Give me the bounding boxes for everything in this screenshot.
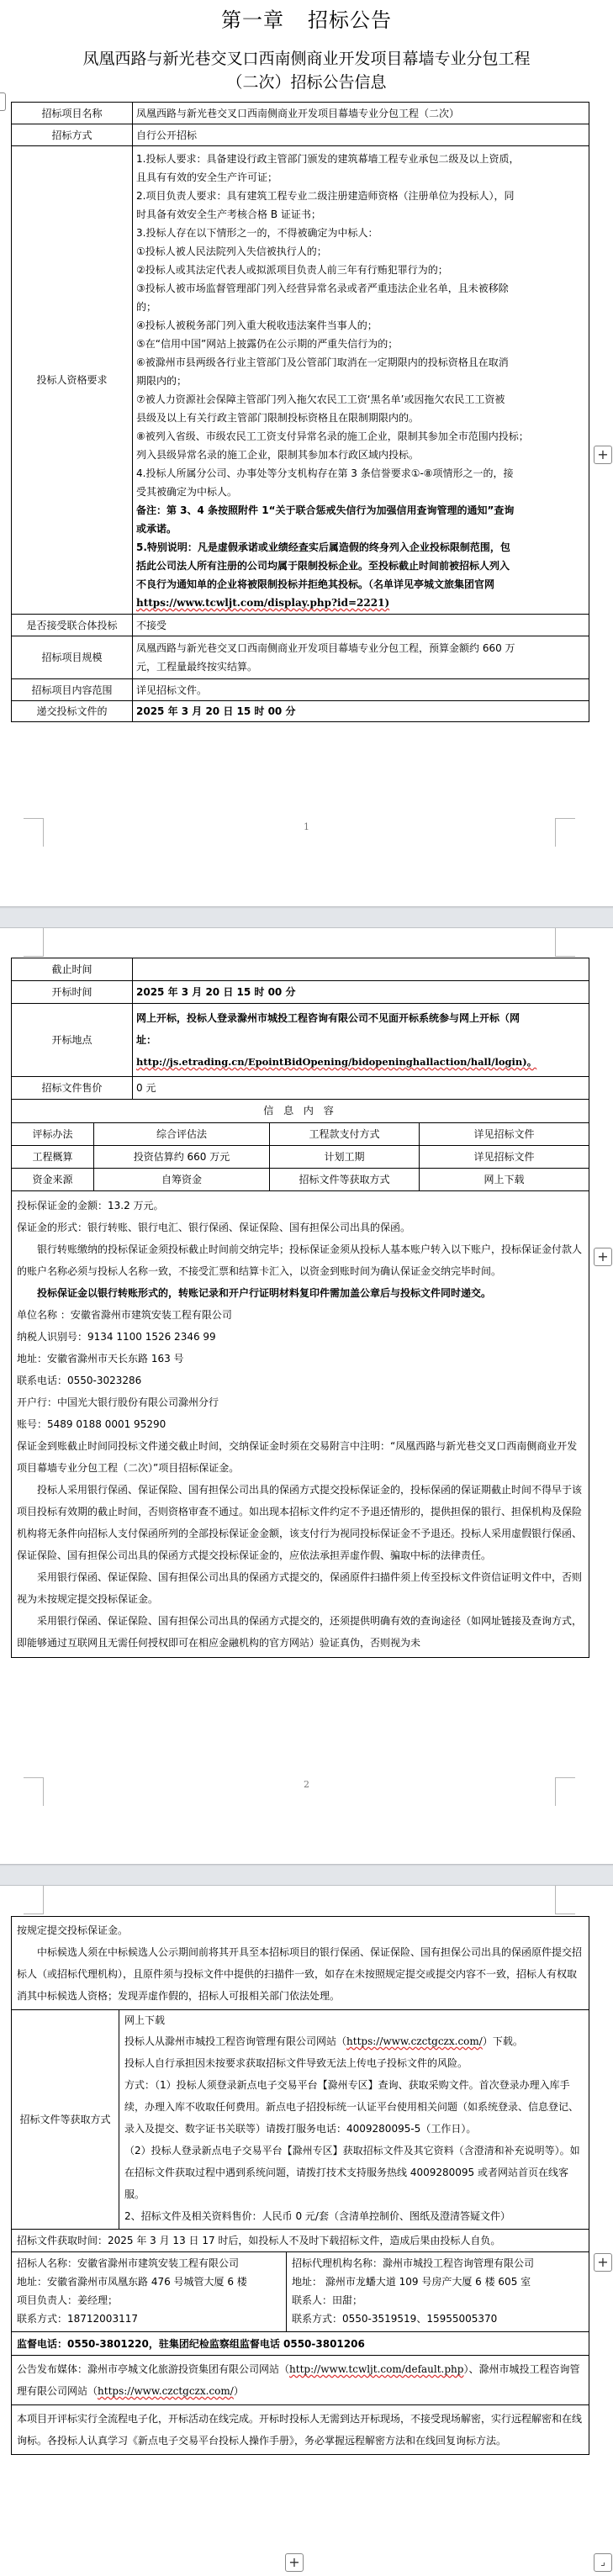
table-row xyxy=(12,615,589,636)
consortium-value: 不接受 xyxy=(133,615,589,636)
deadline-cont-label: 截止时间 xyxy=(12,958,133,981)
project-name-label: 招标项目名称 xyxy=(12,103,133,124)
open-place-line: 网上开标，投标人登录滁州市城投工程咨询有限公司不见面开标系统参与网上开标（网 xyxy=(136,1012,521,1024)
czctgczx-home-link[interactable]: https://www.czctgczx.com/ xyxy=(98,2385,234,2397)
scale-value xyxy=(133,636,589,679)
page-corner-mark xyxy=(24,1886,44,1914)
deposit-transfer-rule: 银行转账缴纳的投标保证金须投标截止时间前交纳完毕；投标保证金须从投标人基本账户转入以下账户，投标保证金付款人的账户名称必须与投标人名称一致，不接受汇票和结算卡汇入，以资金到账时间为确认保证金交纳完毕时间。 xyxy=(17,1243,583,1277)
acquire-risk: 投标人自行承担因未按要求获取招标文件导致无法上传电子投标文件的风险。 xyxy=(124,2057,468,2069)
deposit-phone: 联系电话：0550-3023286 xyxy=(17,1374,142,1386)
page-number: 2 xyxy=(304,1779,309,1790)
table-row xyxy=(12,636,589,679)
info-cell-value: 网上下载 xyxy=(420,1168,589,1190)
page-corner-mark xyxy=(555,1886,575,1914)
method-label: 招标方式 xyxy=(12,124,133,146)
supervision-phone: 监督电话：0550-3801220，驻集团纪检监察组监督电话 0550-3801206 xyxy=(12,2332,589,2356)
deposit-tax-id: 纳税人识别号：9134 1100 1526 2346 99 xyxy=(17,1330,216,1343)
page-corner-mark xyxy=(555,928,575,957)
add-button[interactable]: + xyxy=(594,446,612,464)
info-cell-label: 计划工期 xyxy=(270,1145,420,1168)
notice-table-page2 xyxy=(11,958,589,1100)
qualification-note-line: 或承诺。 xyxy=(136,523,177,535)
bid-opening-link[interactable]: http://js.etrading.cn/EpointBidOpening/bidopeninghallaction/hall/login)。 xyxy=(136,1056,537,1068)
deposit-account: 账号：5489 0188 0001 95290 xyxy=(17,1417,166,1430)
deadline-cont-value xyxy=(133,958,589,981)
info-cell-label: 资金来源 xyxy=(12,1168,94,1190)
open-place-line: 址： xyxy=(136,1034,157,1046)
deposit-amount: 投标保证金的金额：13.2 万元。 xyxy=(17,1199,164,1211)
qualification-line: ⑥被滁州市县两级各行业主管部门及公管部门取消在一定期限内的投标资格且在取消 xyxy=(136,356,509,368)
page-number: 1 xyxy=(304,821,309,832)
left-edge-handle[interactable] xyxy=(0,92,6,111)
acquire-method-2: （2）投标人登录新点电子交易平台【滁州专区】获取招标文件及其它资料（含澄清和补充说明等）。如在招标文件获取过程中遇到系统问题，请拨打技术支持服务热线 4009280095 或者网站首页在线客服。 xyxy=(124,2145,580,2200)
chapter-name: 招标公告 xyxy=(308,8,392,32)
table-row xyxy=(12,2252,589,2332)
table-row xyxy=(12,1077,589,1100)
price-value: 0 元 xyxy=(133,1077,589,1100)
deposit-transfer-note: 投标保证金以银行转账形式的，转账记录和开户行证明材料复印件需加盖公章后与投标文件同时递交。 xyxy=(37,1286,492,1299)
table-row xyxy=(12,2230,589,2252)
add-button[interactable]: + xyxy=(594,1248,612,1266)
chapter-title xyxy=(0,0,613,37)
media-post: ） xyxy=(233,2385,244,2397)
table-row xyxy=(12,981,589,1004)
table-row xyxy=(12,2010,589,2230)
method-value: 自行公开招标 xyxy=(133,124,589,146)
acquire-download: 网上下载 xyxy=(124,2014,166,2026)
open-time-label: 开标时间 xyxy=(12,981,133,1004)
open-place-url-line[interactable] xyxy=(136,1051,585,1073)
deposit-verify-rule: 采用银行保函、保证保险、国有担保公司出具的保函方式提交的，还须提供明确有效的查询途径（如网址链接及查询方式，即能够通过互联网且无需任何授权即可在相应金融机构的官方网站）验证真伪，否则视为未 xyxy=(17,1614,583,1649)
table-row xyxy=(12,1100,589,1122)
page-2 xyxy=(0,928,613,1864)
acquire-method-1: 方式：（1）投标人须登录新点电子交易平台【滁州专区】查询、获取采购文件。首次登录办理入库手续，办理入库不收取任何费用。新点电子招投标统一认证平台使用相关问题（如系统登录、信息登记、录入及提交、数字证书关联等）请拨打服务电话：4009280095-5（工作日）。 xyxy=(124,2079,579,2135)
table-row xyxy=(12,1122,589,1145)
page-separator xyxy=(0,906,613,928)
table-row xyxy=(12,958,589,981)
acquire-time: 招标文件获取时间：2025 年 3 月 13 日 17 时后，如投标人不及时下载招标文件，造成后果由投标人自负。 xyxy=(12,2230,589,2252)
page-separator xyxy=(0,1864,613,1886)
info-cell-value: 自筹资金 xyxy=(94,1168,270,1190)
acquire-site-post: ）下载。 xyxy=(482,2035,523,2047)
page-corner-mark xyxy=(24,928,44,957)
chapter-number: 第一章 xyxy=(221,8,284,32)
scale-label: 招标项目规模 xyxy=(12,636,133,679)
table-row xyxy=(12,1145,589,1168)
qualification-line: ③投标人被市场监督管理部门列入经营异常名录或者严重违法企业名单，且未被移除 xyxy=(136,282,509,294)
info-cell-value: 详见招标文件 xyxy=(420,1122,589,1145)
info-cell-value: 综合评估法 xyxy=(94,1122,270,1145)
acquire-site-pre: 投标人从滁州市城投工程咨询管理有限公司网站（ xyxy=(124,2035,347,2047)
open-place-label: 开标地点 xyxy=(12,1004,133,1077)
qualification-line: ⑦被人力资源社会保障主管部门列入拖欠农民工工资‘黑名单’或因拖欠农民工工资被 xyxy=(136,393,505,405)
czctgczx-link[interactable]: https://www.czctgczx.com/ xyxy=(346,2035,483,2047)
table-row xyxy=(12,146,589,615)
agency-name: 招标代理机构名称：滁州市城投工程咨询管理有限公司 xyxy=(292,2257,535,2269)
project-name-value: 凤凰西路与新光巷交叉口西南侧商业开发项目幕墙专业分包工程（二次） xyxy=(133,103,589,124)
deposit-address: 地址：安徽省滁州市天长东路 163 号 xyxy=(17,1352,184,1365)
tenderer-name: 招标人名称：安徽省滁州市建筑安装工程有限公司 xyxy=(17,2257,240,2269)
table-row xyxy=(12,103,589,124)
open-time-value: 2025 年 3 月 20 日 15 时 00 分 xyxy=(133,981,589,1004)
deadline-label: 递交投标文件的 xyxy=(12,701,133,722)
tenderer-manager: 项目负责人：姜经理； xyxy=(17,2294,119,2306)
agency-contact-person: 联系人：田甜； xyxy=(292,2294,363,2306)
publish-media-text xyxy=(17,2358,584,2402)
table-row xyxy=(12,2356,589,2405)
notice-table-page3 xyxy=(11,1916,589,2455)
special-note-line: 括此公司法人所有注册的公司均属于限制投标企业。至投标截止时间前被招标人列入 xyxy=(136,560,510,572)
special-note-line: 不良行为通知单的企业将被限制投标并拒绝其投标。（名单详见亭城文旅集团官网 xyxy=(136,578,495,590)
notice-title xyxy=(0,47,613,94)
acquire-label: 招标文件等获取方式 xyxy=(12,2010,119,2230)
agency-address: 地址： 滁州市龙蟠大道 109 号房产大厦 6 楼 605 室 xyxy=(292,2276,531,2288)
deposit-guarantee-rule: 投标人采用银行保函、保证保险、国有担保公司出具的保函方式提交投标保证金的，投标保函的保证期截止时间不得早于该项目投标有效期的截止时间，否则资格审查不通过。如出现本招标文件约定不予退还情形的，提供担保的银行、担保机构及保险机构将无条件向招标人支付保函所列的全部投标保证金金额，该支付行为视同投标保证金不予退还。投标人采用虚假银行保函、保证保险、国有担保公司出具的保函方式提交投标保证金的，应依法承担弄虚作假、骗取中标的法律责任。 xyxy=(17,1483,583,1561)
info-cell-label: 评标办法 xyxy=(12,1122,94,1145)
qualification-line: 列入县级异常名录的施工企业，限制其参加本行政区域内投标。 xyxy=(136,449,420,461)
qualification-line: 时具备有效安全生产考核合格 B 证证书； xyxy=(136,209,321,220)
deposit-scan-rule: 采用银行保函、保证保险、国有担保公司出具的保函方式提交的，保函原件扫描件须上传至投标文件资信证明文件中，否则视为未按规定提交投标保证金。 xyxy=(17,1570,583,1605)
scope-label: 招标项目内容范围 xyxy=(12,679,133,701)
info-cell-label: 工程概算 xyxy=(12,1145,94,1168)
publish-media xyxy=(12,2356,589,2405)
qualification-line: 且具有有效的安全生产许可证； xyxy=(136,172,278,183)
special-note-line: 5.特别说明：凡是虚假承诺或业绩经查实后属造假的终身列入企业投标限制范围，包 xyxy=(136,541,510,553)
table-row xyxy=(12,2332,589,2356)
info-table xyxy=(11,1100,589,1658)
qualification-line: 县级及以上有关行政主管部门限制投标资格且在限制期限内的。 xyxy=(136,412,420,424)
table-row xyxy=(12,1917,589,2010)
resize-handle-icon[interactable]: ⌟ xyxy=(594,2553,612,2572)
special-note-url[interactable] xyxy=(136,594,585,612)
info-header: 信 息 内 容 xyxy=(12,1100,589,1122)
notice-table-page1 xyxy=(11,102,589,722)
consortium-label: 是否接受联合体投标 xyxy=(12,615,133,636)
deposit-continued xyxy=(12,1917,589,2010)
qualification-line: ⑤在“信用中国”网站上披露仍在公示期的严重失信行为的； xyxy=(136,338,399,350)
tenderer-contact: 联系方式：18712003117 xyxy=(17,2313,138,2325)
info-cell-label: 招标文件等获取方式 xyxy=(270,1168,420,1190)
qualification-line: 受其被确定为中标人。 xyxy=(136,486,238,498)
media-mid: ）、滁州市城投工程咨询管理有限公司网站（ xyxy=(17,2363,580,2397)
open-place-value xyxy=(133,1004,589,1077)
info-cell-label: 工程款支付方式 xyxy=(270,1122,420,1145)
qualification-line: 2.项目负责人要求：具有建筑工程专业二级注册建造师资格（注册单位为投标人），同 xyxy=(136,190,515,202)
electronic-note xyxy=(12,2405,589,2455)
add-row-button[interactable]: + xyxy=(285,2553,304,2572)
tcwljt-link[interactable]: https://www.tcwljt.com/display.php?id=2221) xyxy=(136,597,390,609)
scope-value: 详见招标文件。 xyxy=(133,679,589,701)
acquire-price-note: 2、招标文件及相关资料售价：人民币 0 元/套（含清单控制价、图纸及澄清答疑文件） xyxy=(124,2210,510,2222)
table-row xyxy=(12,1004,589,1077)
qualification-line: 的； xyxy=(136,301,157,313)
table-row xyxy=(12,2405,589,2455)
deposit-remark: 保证金到账截止时间同投标文件递交截止时间，交纳保证金时须在交易附言中注明：“凤凰西路与新光巷交叉口西南侧商业开发项目幕墙专业分包工程（二次）”项目招标保证金。 xyxy=(17,1439,578,1474)
table-row xyxy=(12,1168,589,1190)
deposit-form: 保证金的形式：银行转账、银行电汇、银行保函、保证保险、国有担保公司出具的保函。 xyxy=(17,1221,411,1233)
add-button[interactable]: + xyxy=(594,2253,612,2272)
qualification-line: 期限内的； xyxy=(136,375,188,387)
scale-line: 元，工程量最终按实结算。 xyxy=(136,661,258,673)
deposit-original-rule: 中标候选人须在中标候选人公示期间前将其开具至本招标项目的银行保函、保证保险、国有担保公司出具的保函原件提交招标人（或招标代理机构），且原件须与投标文件中提供的扫描件一致，如存在未按照规定提交或提交内容不一致，招标人有权取消其中标候选人资格；发现弄虚作假的，招标人可报相关部门依法处理。 xyxy=(17,1946,583,2002)
qualification-line: ①投标人被人民法院列入失信被执行人的； xyxy=(136,245,327,257)
scale-line: 凤凰西路与新光巷交叉口西南侧商业开发项目幕墙专业分包工程，预算金额约 660 万 xyxy=(136,642,515,654)
deadline-value: 2025 年 3 月 20 日 15 时 00 分 xyxy=(133,701,589,722)
table-row xyxy=(12,1190,589,1657)
page-3 xyxy=(0,1886,613,2576)
agency-info xyxy=(287,2252,589,2332)
deposit-bank: 开户行：中国光大银行股份有限公司滁州分行 xyxy=(17,1396,219,1408)
qualification-note-line: 备注：第 3、4 条按照附件 1“关于联合惩戒失信行为加强信用查询管理的通知”查询 xyxy=(136,504,515,516)
qualification-line: ⑧被列入省级、市级农民工工资支付异常名录的施工企业，限制其参加全市范围内投标； xyxy=(136,430,529,442)
page-1 xyxy=(0,0,613,906)
qualification-line: 4.投标人所属分公司、办事处等分支机构存在第 3 条信誉要求①-⑧项情形之一的，接 xyxy=(136,467,514,479)
info-cell-value: 详见招标文件 xyxy=(420,1145,589,1168)
notice-title-line2: （二次）招标公告信息 xyxy=(226,73,387,92)
table-row xyxy=(12,679,589,701)
acquire-site-line xyxy=(124,2030,584,2052)
price-label: 招标文件售价 xyxy=(12,1077,133,1100)
info-cell-value: 投资估算约 660 万元 xyxy=(94,1145,270,1168)
table-row xyxy=(12,701,589,722)
media-pre: 公告发布媒体：滁州市亭城文化旅游投资集团有限公司网站（ xyxy=(17,2363,290,2375)
agency-contact: 联系方式：0550-3519519、15955005370 xyxy=(292,2313,498,2325)
qualification-line: ②投标人或其法定代表人或拟派项目负责人前三年有行贿犯罪行为的； xyxy=(136,264,448,276)
notice-title-line1: 凤凰西路与新光巷交叉口西南侧商业开发项目幕墙专业分包工程 xyxy=(82,50,531,68)
qualification-line: ④投标人被税务部门列入重大税收违法案件当事人的； xyxy=(136,319,378,331)
deposit-section xyxy=(12,1190,589,1657)
acquire-value xyxy=(119,2010,589,2230)
tenderer-info xyxy=(12,2252,287,2332)
electronic-note-text: 本项目开评标实行全流程电子化，开标活动在线完成。开标时投标人无需到达开标现场，不接受现场解密，实行远程解密和在线询标。各投标人认真学习《新点电子交易平台投标人操作手册》，务必掌握远程解密方法和在线回复询标方法。 xyxy=(17,2413,583,2447)
table-row xyxy=(12,124,589,146)
qualification-line: 1.投标人要求：具备建设行政主管部门颁发的建筑幕墙工程专业承包二级及以上资质， xyxy=(136,153,520,165)
qualification-line: 3.投标人存在以下情形之一的，不得被确定为中标人： xyxy=(136,227,378,239)
qualification-label: 投标人资格要求 xyxy=(12,146,133,615)
qualification-value xyxy=(133,146,589,615)
tcwljt-default-link[interactable]: http://www.tcwljt.com/default.php xyxy=(289,2363,464,2375)
deposit-cont-line: 按规定提交投标保证金。 xyxy=(17,1924,129,1936)
tenderer-address: 地址：安徽省滁州市凤凰东路 476 号城管大厦 6 楼 xyxy=(17,2276,247,2288)
deposit-unit-name: 单位名称 ：安徽省滁州市建筑安装工程有限公司 xyxy=(17,1308,232,1321)
